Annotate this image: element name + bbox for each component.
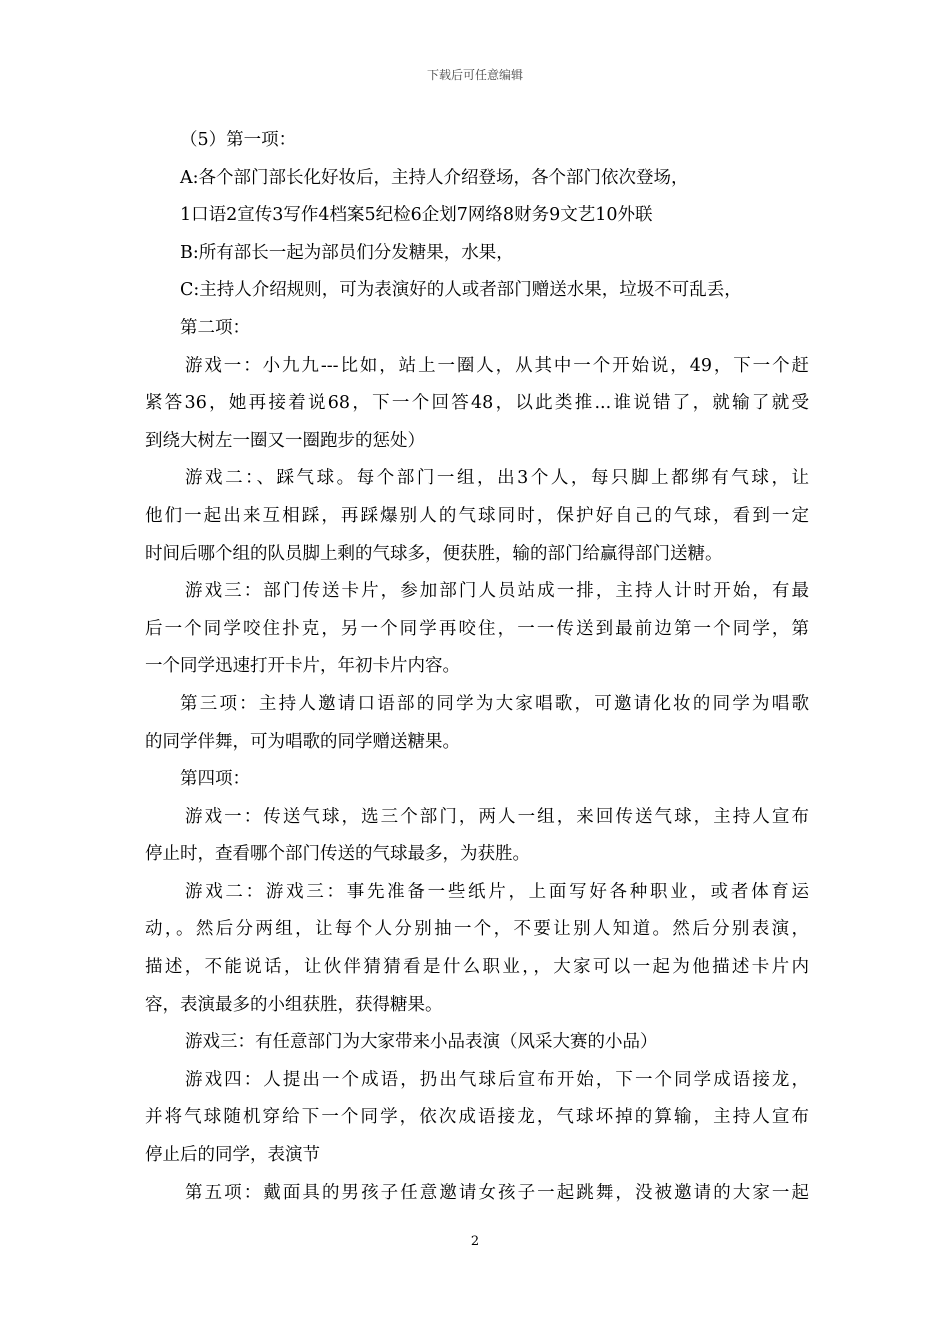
paragraph-line: 他们一起出来互相踩，再踩爆别人的气球同时，保护好自己的气球，看到一定: [145, 505, 809, 526]
paragraph-line: 紧答36，她再接着说68，下一个回答48，以此类推...谁说错了，就输了就受: [145, 393, 809, 414]
paragraph-line: 游戏三：有任意部门为大家带来小品表演（风采大赛的小品）: [185, 1032, 658, 1053]
paragraph-line: 游戏二：、踩气球。每个部门一组，出3个人，每只脚上都绑有气球，让: [185, 468, 809, 489]
paragraph-line: （5）第一项：: [180, 130, 297, 150]
paragraph-line: 描述，不能说话，让伙伴猜猜看是什么职业，，大家可以一起为他描述卡片内: [145, 957, 809, 978]
paragraph-line: 到绕大树左一圈又一圈跑步的惩处）: [145, 430, 425, 451]
paragraph-line: 游戏三：部门传送卡片，参加部门人员站成一排，主持人计时开始，有最: [185, 581, 809, 602]
paragraph-line: 游戏四：人提出一个成语，扔出气球后宣布开始，下一个同学成语接龙，: [185, 1069, 809, 1090]
paragraph-line: 第五项：戴面具的男孩子任意邀请女孩子一起跳舞，没被邀请的大家一起: [185, 1182, 809, 1203]
paragraph-line: 动，。然后分两组，让每个人分别抽一个，不要让别人知道。然后分别表演，: [145, 919, 809, 940]
paragraph-line: 时间后哪个组的队员脚上剩的气球多，便获胜，输的部门给赢得部门送糖。: [145, 543, 723, 564]
paragraph-line: 并将气球随机穿给下一个同学，依次成语接龙，气球坏掉的算输，主持人宣布: [145, 1107, 809, 1128]
paragraph-line: 游戏一：传送气球，选三个部门，两人一组，来回传送气球，主持人宣布: [185, 806, 809, 827]
paragraph-line: 停止时，查看哪个部门传送的气球最多，为获胜。: [145, 844, 530, 865]
paragraph-line: 的同学伴舞，可为唱歌的同学赠送糖果。: [145, 731, 460, 752]
paragraph-line: 停止后的同学，表演节: [145, 1145, 320, 1166]
paragraph-line: A:各个部门部长化好妆后，主持人介绍登场，各个部门依次登场，: [180, 167, 689, 188]
paragraph-line: 后一个同学咬住扑克，另一个同学再咬住，一一传送到最前边第一个同学，第: [145, 618, 809, 639]
paragraph-line: 游戏一：小九九---比如，站上一圈人，从其中一个开始说，49，下一个赶: [185, 355, 809, 376]
page-header: 下载后可任意编辑: [426, 68, 523, 82]
paragraph-line: 第四项：: [180, 769, 250, 790]
paragraph-line: B:所有部长一起为部员们分发糖果，水果，: [180, 242, 514, 263]
paragraph-line: 游戏二：游戏三：事先准备一些纸片，上面写好各种职业，或者体育运: [185, 881, 809, 902]
paragraph-line: 容，表演最多的小组获胜，获得糖果。: [145, 994, 443, 1015]
document-body: [145, 122, 809, 1212]
paragraph-line: 一个同学迅速打开卡片，年初卡片内容。: [145, 656, 460, 677]
page-number: 2: [470, 1234, 480, 1249]
paragraph-line: C:主持人介绍规则，可为表演好的人或者部门赠送水果，垃圾不可乱丢，: [180, 280, 742, 301]
paragraph-line: 第二项：: [180, 317, 250, 338]
paragraph-line: 1口语2宣传3写作4档案5纪检6企划7网络8财务9文艺10外联: [180, 205, 653, 226]
paragraph-line: 第三项：主持人邀请口语部的同学为大家唱歌，可邀请化妆的同学为唱歌: [180, 693, 809, 714]
